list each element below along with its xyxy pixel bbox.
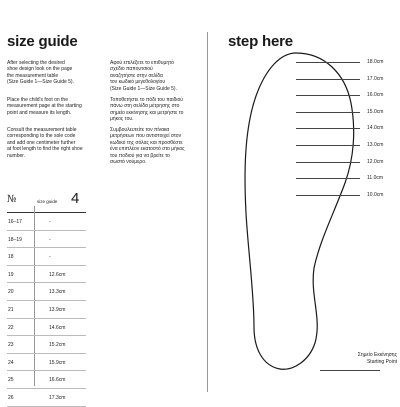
shoe-size: 18 <box>8 254 14 261</box>
ruler-label: 17.0cm <box>367 75 384 82</box>
shoe-size: 23 <box>8 342 14 349</box>
shoe-size: 16–17 <box>8 219 22 225</box>
ruler-tick <box>296 145 360 146</box>
paragraph-line: Τοποθετήστε το πόδι του παιδιού <box>110 97 184 103</box>
shoe-size: 22 <box>8 324 14 331</box>
paragraph-line: αναζητήστε στην σελίδα <box>110 72 163 79</box>
shoe-size: 18–19 <box>8 236 22 243</box>
ruler-label: 15.0cm <box>367 108 384 115</box>
foot-length: 16.6cm <box>49 377 66 384</box>
ruler-label: 16.0cm <box>367 92 384 99</box>
ruler-tick <box>296 128 360 129</box>
starting-point-english: Starting Point <box>366 359 397 365</box>
foot-length: 12.6cm <box>49 271 66 278</box>
paragraph-line: πάνω στη σελίδα μέτρησης στο <box>110 103 180 110</box>
size-guide-title: size guide <box>7 33 78 50</box>
paragraph-line: measurement page at the starting <box>7 103 82 110</box>
starting-point-greek: Σημείο Εκκίνησης <box>357 352 397 358</box>
ruler-tick <box>296 62 360 63</box>
number-symbol: № <box>7 194 17 205</box>
ruler-tick <box>296 95 360 96</box>
paragraph-line: του ποδιού για να βρείτε το <box>110 152 170 159</box>
paragraph-line: ένα επιπλέον εκατοστό στο μήκος <box>110 146 185 153</box>
foot-length: 14.6cm <box>49 324 66 331</box>
paragraph-line: and add one centimeter further <box>7 139 76 146</box>
paragraph-line: at foot length to find the right shoe <box>7 146 83 153</box>
paragraph-line: σχέδιο παπουτσιού <box>110 66 153 73</box>
shoe-size: 24 <box>8 359 14 366</box>
shoe-size: 20 <box>8 289 14 296</box>
ruler-tick <box>296 195 360 196</box>
starting-point-line <box>320 370 380 371</box>
ruler-label: 14.0cm <box>367 125 384 132</box>
paragraph-line: σωστό νούμερο. <box>110 159 147 166</box>
ruler-tick <box>296 79 360 80</box>
step-here-title: step here <box>228 33 293 50</box>
shoe-size: 26 <box>8 394 14 401</box>
size-guide-label: size guide <box>37 199 58 204</box>
foot-length: - <box>49 219 51 225</box>
ruler-tick <box>296 162 360 163</box>
paragraph-line: number. <box>7 152 26 159</box>
shoe-size: 25 <box>8 377 14 384</box>
foot-length: - <box>49 254 51 261</box>
paragraph-line: σημείο εκκίνησης και μετρήστε το <box>110 109 184 116</box>
foot-length: 13.9cm <box>49 306 66 313</box>
ruler-label: 18.0cm <box>367 59 384 65</box>
paragraph-line: Συμβουλευτείτε τον πίνακα <box>110 127 170 133</box>
shoe-size: 21 <box>8 306 14 313</box>
paragraph-line: After selecting the desired <box>7 60 65 66</box>
foot-length: - <box>49 236 51 243</box>
shoe-size: 19 <box>8 271 14 278</box>
paragraph-line: μετρήσεων που αντιστοιχεί στον <box>110 133 182 140</box>
ruler-label: 10.0cm <box>367 191 384 198</box>
paragraph-line: (Size Guide 1—Size Guide 5). <box>110 85 177 92</box>
paragraph-line: (Size Guide 1—Size Guide 5). <box>7 79 74 86</box>
foot-length: 15.2cm <box>49 342 66 349</box>
ruler-label: 11.0cm <box>367 175 384 182</box>
paragraph-line: τον κωδικό μεγεθολογίου <box>110 79 166 86</box>
paragraph-line: corresponding to the sole code <box>7 133 76 140</box>
paragraph-line: shoe design look on the page <box>7 66 73 73</box>
paragraph-line: Αφού επιλέξετε το επιθυμητό <box>110 60 174 66</box>
ruler-label: 13.0cm <box>367 142 384 148</box>
paragraph-line: κωδικό της σόλας και προσθέστε <box>110 139 183 146</box>
paragraph-line: μήκος του. <box>110 116 134 123</box>
size-guide-number: 4 <box>71 190 80 207</box>
ruler-label: 12.0cm <box>367 158 384 165</box>
foot-length: 17.3cm <box>49 394 66 401</box>
foot-length: 13.3cm <box>49 289 66 296</box>
ruler-tick <box>296 112 360 113</box>
paragraph-line: point and measure its length. <box>7 109 72 116</box>
foot-length: 15.9cm <box>49 359 66 366</box>
ruler-tick <box>296 178 360 179</box>
paragraph-line: Consult the measurement table <box>7 127 77 133</box>
paragraph-line: the measurement table <box>7 72 59 79</box>
paragraph-line: Place the child's foot on the <box>7 97 68 103</box>
